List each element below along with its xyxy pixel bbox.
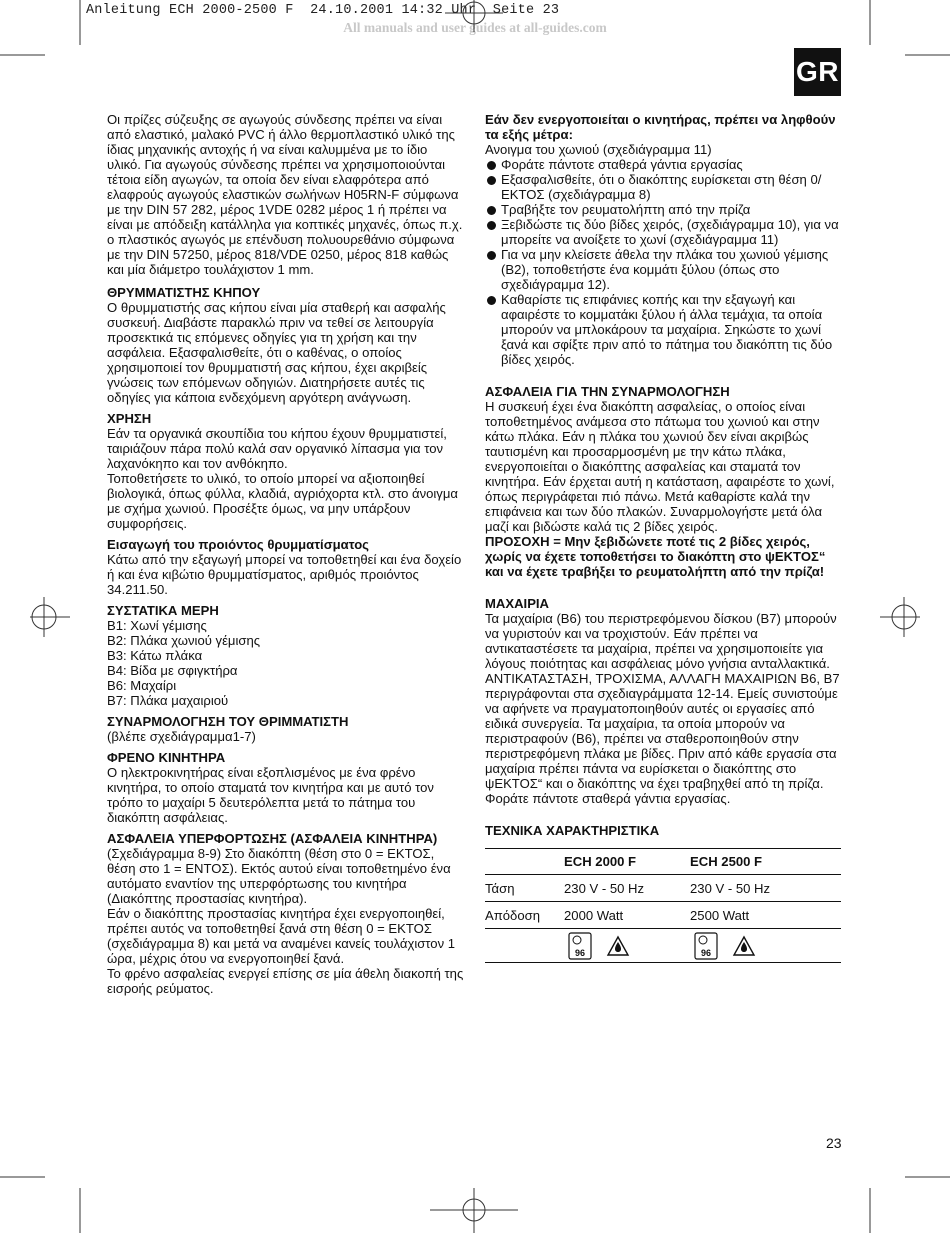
product-paragraph: Κάτω από την εξαγωγή μπορεί να τοποθετηθεί και ένα δοχείο ή και ένα κιβώτιο θρυμματίσματος, αριθμός προιόντος 34.211.50. (107, 552, 462, 597)
noise-level-icon (568, 932, 592, 960)
registration-mark-bottom (430, 1188, 518, 1233)
list-item: Τραβήξτε τον ρευματολήπτη από την πρίζα (485, 202, 845, 217)
section-heading-motor: Εάν δεν ενεργοποιείται ο κινητήρας, πρέπει να ληφθούν τα εξής μέτρα: (485, 112, 836, 142)
table-row (485, 902, 841, 929)
motor-subtext: Ανοιγμα του χωνιού (σχεδιάγραμμα 11) (485, 142, 712, 157)
intro-paragraph: Οι πρίζες σύζευξης σε αγωγούς σύνδεσης πρέπει να είναι από ελαστικό, μαλακό PVC ή άλλο θερμοπλαστικό υλικό της ίδιας μηχανικής αντοχής ή να είναι καλυμμένα με το ίδιο υλικό. Για αγωγούς σύνδεσης πρέπει να χρησιμοποιούνται τέτοια είδη αγωγών, τα οποία δεν είναι ελαφρότερα από ελαφρούς αγωγούς ελαστικών σωλήνων H05RN-F σύμφωνα με την DIN 57 282, μέρος 1VDE 0282 μέρος 1 ή πρέπει να είναι με απόδειξη κατάλληλα για κοπτικές μηχανές, όπως π.χ. ο πλαστικός αγωγός με επένδυση πολυουρεθάνιο σύμφωνα με την DIN 57250, μέρος 818/VDE 0250, μέρος 818 καθώς και μία διάμετρο τουλάχιστον 1 mm. (107, 112, 463, 277)
section-heading-shredder: ΘΡΥΜΜΑΤΙΣΤΗΣ ΚΗΠΟΥ (107, 285, 261, 300)
section-heading-overload: ΑΣΦΑΛΕΙΑ ΥΠΕΡΦΟΡΤΩΣΗΣ (ΑΣΦΑΛΕΙΑ ΚΙΝΗΤΗΡΑ) (107, 831, 438, 846)
parts-list-item: B2: Πλάκα χωνιού γέμισης (107, 633, 261, 648)
table-cell: 2500 Watt (690, 907, 750, 923)
warning-triangle-icon (732, 935, 756, 957)
registration-mark-left (30, 597, 70, 637)
section-heading-brake: ΦΡΕΝΟ ΚΙΝΗΤΗΡΑ (107, 750, 226, 765)
section-heading-tech: ΤΕΧΝΙΚΑ ΧΑΡΑΚΤΗΡΙΣΤΙΚΑ (485, 823, 660, 838)
motor-steps-list (485, 157, 845, 367)
brake-paragraph: Ο ηλεκτροκινητήρας είναι εξοπλισμένος με ένα φρένο κινητήρα, το οποίο σταματά τον κινητήρα και με αυτό τον τρόπο το μαχαίρι 5 δευτερόλεπτα μετά το πάτημα του διακόπτη ασφάλειας. (107, 765, 434, 825)
overload-paragraph-2: Εάν ο διακόπτης προστασίας κινητήρα έχει ενεργοποιηθεί, πρέπει αυτός να τοποθετηθεί ξανά στη θέση 0 = ΕΚΤΟΣ (σχεδιάγραμμα 8) και μετά να αναμένει κανείς τουλάχιστον 1 ώρα, μέχρις ότου να ενεργοποιηθεί ξανά. (107, 906, 456, 966)
parts-list-item: B6: Μαχαίρι (107, 678, 177, 693)
list-item: Εξασφαλισθείτε, ότι ο διακόπτης ευρίσκεται στη θέση 0/ΕΚΤΟΣ (σχεδιάγραμμα 8) (485, 172, 845, 202)
table-cell (690, 929, 841, 963)
table-row (485, 875, 841, 902)
use-paragraph-2: Τοποθετήσετε το υλικό, το οποίο μπορεί να αξιοποιηθεί βιολογικά, όπως φύλλα, κλαδιά, αγριόχορτα κτλ. στο άνοιγμα με σχήμα χωνιού. Προσέξτε όμως, να μην υπάρξουν συμφορήσεις. (107, 471, 458, 531)
table-cell: Τάση (485, 880, 515, 896)
parts-list-item: B4: Βίδα με σφιγκτήρα (107, 663, 238, 678)
list-item: Φοράτε πάντοτε σταθερά γάντια εργασίας (485, 157, 845, 172)
safety-warning: ΠΡΟΣΟΧΗ = Μην ξεβιδώνετε ποτέ τις 2 βίδες χειρός, χωρίς να έχετε τοποθετήσει το διακόπτη στο ψΕΚΤΟΣ“ και να έχετε τραβήξει το ρευματολήπτη από την πρίζα! (485, 534, 826, 579)
safety-paragraph: Η συσκευή έχει ένα διακόπτη ασφαλείας, ο οποίος είναι τοποθετημένος ανάμεσα στο πάτωμα του χωνιού και στην κάτω πλάκα. Εάν η πλάκα του χωνιού δεν είναι ακριβώς ταυτισμένη και προσαρμοσμένη με την κάτω πλάκα, ενεργοποιείται ο διακόπτης ασφαλείας και σταματά τον κινητήρα. Εάν έρχεται αυτή η κατάσταση, αφαιρέστε το χωνί, όπως περιγράφεται πιό πάνω. Μετά καθαρίστε καλά την επιφάνεια και των δύο πλακών. Συναρμολογήστε μετά όλα μαζί και βιδώστε καλά τις 2 βίδες χειρός. (485, 399, 835, 534)
warning-triangle-icon (606, 935, 630, 957)
list-item: Καθαρίστε τις επιφάνιες κοπής και την εξαγωγή και αφαιρέστε το κομματάκι ξύλου ή άλλα τεμάχια, τα οποία μπορούν να μπλοκάρουν τα μαχαίρια. Σηκώστε το χωνί ξανά και σφίξτε πριν από το πάτημα του διακόπτη τις δύο βίδες χειρός. (485, 292, 845, 367)
tech-spec-table (485, 848, 841, 963)
list-item: Ξεβιδώστε τις δύο βίδες χειρός, (σχεδιάγραμμα 10), για να μπορείτε να ανοίξετε το χωνί (σχεδιάγραμμα 11) (485, 217, 845, 247)
table-cell: 2000 Watt (564, 907, 624, 923)
page-number: 23 (826, 1135, 842, 1151)
table-header-cell: ECH 2000 F (564, 854, 637, 869)
table-cell: 230 V - 50 Hz (564, 880, 645, 896)
watermark: All manuals and user guides at all-guides.com (343, 20, 607, 35)
language-badge: GR (794, 48, 841, 96)
table-header-cell (485, 849, 564, 875)
parts-list-item: B1: Χωνί γέμισης (107, 618, 207, 633)
table-cell (564, 929, 690, 963)
overload-paragraph-3: Το φρένο ασφαλείας ενεργεί επίσης σε μία άθελη διακοπή της εισροής ρεύματος. (107, 966, 464, 996)
registration-mark-right (880, 597, 920, 637)
section-heading-use: ΧΡΗΣΗ (107, 411, 152, 426)
table-cell: Απόδοση (485, 907, 540, 923)
right-column (485, 112, 845, 963)
table-cell: 230 V - 50 Hz (690, 880, 771, 896)
section-heading-product: Εισαγωγή του προιόντος θρυμματίσματος (107, 537, 369, 552)
noise-level-value: 96 (574, 947, 586, 958)
table-header-row (485, 849, 841, 875)
section-heading-parts: ΣΥΣΤΑΤΙΚΑ ΜΕΡΗ (107, 603, 219, 618)
shredder-paragraph: Ο θρυμματιστής σας κήπου είναι μία σταθερή και ασφαλής συσκευή. Διαβάστε παρακλώ πριν να τεθεί σε λειτουργία προσεκτικά τις επόμενες οδηγίες για τη χρήση και την ασφάλεια. Εξασφαλισθείτε, ότι ο καθένας, ο οποίος χρησιμοποιεί τον θρυμματιστή σας κήπου, έχει ακριβείς γνώσεις των επόμενων οδηγιών. Διατηρήσετε αυτές τις οδηγίες για κάποια ενδεχόμενη αργότερη ανάγνωση. (107, 300, 446, 405)
assembly-paragraph: (βλέπε σχεδιάγραμμα1-7) (107, 729, 256, 744)
knives-paragraph: Τα μαχαίρια (Β6) του περιστρεφόμενου δίσκου (Β7) μπορούν να γυριστούν και να τροχιστούν. Εάν πρέπει να αντικαταστέσετε τα μαχαίρια, πρέπει να χρησιμοποιείτε για λόγους ποιότητας και ασφάλειας μόνο γνήσια ανταλλακτικά. ΑΝΤΙΚΑΤΑΣΤΑΣΗ, ΤΡΟΧΙΣΜΑ, ΑΛΛΑΓΗ ΜΑΧΑΙΡΙΩΝ Β6, Β7 περιγράφονται στα σχεδιαγράμματα 12-14. Εμείς συνιστούμε να αφήνετε να πραγματοποιηθούν αυτές οι εργασίες από ειδικά συνεργεία. Τα μαχαίρια, τα οποία μπορούν να περιστραφούν (Β6), πρέπει να σταθεροποιηθούν στην περιστρεφόμενη πλάκα με βίδες. Πριν από κάθε εργασία στα μαχαίρια πρέπει πάντα να ευρίσκεται ο διακόπτης στο ψΕΚΤΟΣ“ και ο διακόπτης να έχει τραβηχθεί από τη πρίζα. Φοράτε πάντοτε σταθερά γάντια εργασίας. (485, 611, 840, 806)
running-header: Anleitung ECH 2000-2500 F 24.10.2001 14:32 Uhr Seite 23 (86, 3, 560, 18)
overload-paragraph-1: (Σχεδιάγραμμα 8-9) Στο διακόπτη (θέση στο 0 = ΕΚΤΟΣ, θέση στο 1 = ΕΝΤΟΣ). Εκτός αυτού είναι τοποθετημένο ένα αυτόματο εναντίον της υπερφόρτωσης του κινητήρα (Διακόπτης προστασίας κινητήρα). (107, 846, 451, 906)
table-row-marks (485, 929, 841, 963)
left-column (107, 112, 464, 996)
parts-list-item: B7: Πλάκα μαχαιριού (107, 693, 229, 708)
list-item: Για να μην κλείσετε άθελα την πλάκα του χωνιού γέμισης (Β2), τοποθετήστε ένα κομμάτι ξύλου (όπως στο σχεδιάγραμμα 12). (485, 247, 845, 292)
table-header-cell: ECH 2500 F (690, 854, 763, 869)
parts-list-item: B3: Κάτω πλάκα (107, 648, 203, 663)
noise-level-icon (694, 932, 718, 960)
section-heading-knives: ΜΑΧΑΙΡΙΑ (485, 596, 550, 611)
section-heading-safety: ΑΣΦΑΛΕΙΑ ΓΙΑ ΤΗΝ ΣΥΝΑΡΜΟΛΟΓΗΣΗ (485, 384, 730, 399)
section-heading-assembly: ΣΥΝΑΡΜΟΛΟΓΗΣΗ ΤΟΥ ΘΡΙΜΜΑΤΙΣΤΗ (107, 714, 349, 729)
noise-level-value: 96 (700, 947, 712, 958)
use-paragraph-1: Εάν τα οργανικά σκουπίδια του κήπου έχουν θρυμματιστεί, ταιριάζουν πάρα πολύ καλά σαν οργανικό λίπασμα για τον λαχανόκηπο και τον ανθόκηπο. (107, 426, 447, 471)
